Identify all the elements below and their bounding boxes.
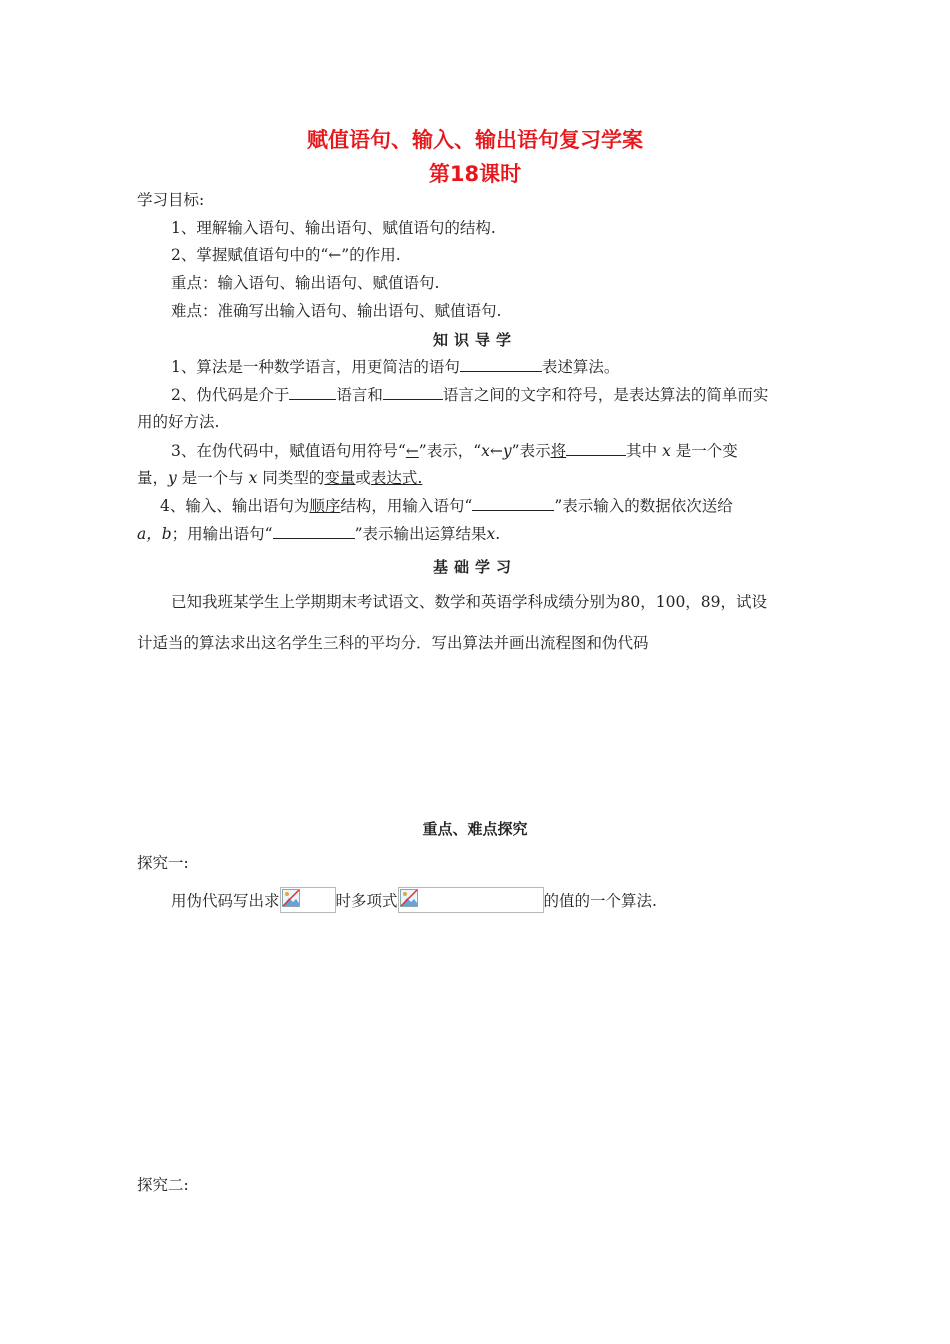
q4-text-c: 结构，用输入语句“: [340, 497, 473, 515]
objectives-label: 学习目标:: [137, 191, 205, 209]
q3-text-e: 其中: [626, 442, 658, 460]
knowledge-heading: 知识导学: [432, 331, 517, 349]
knowledge-q2: [171, 385, 768, 405]
q3-text-h: 是一个与: [181, 469, 244, 487]
explore-1-text: 用伪代码写出求: [171, 892, 280, 910]
fill-blank: [289, 385, 336, 400]
explore-2-label: 探究二:: [137, 1176, 189, 1194]
q3-text-i: 同类型的: [262, 469, 325, 487]
q3-text-b: ”表示，“: [418, 442, 482, 460]
basic-problem-line-1: 已知我班某学生上学期期末考试语文、数学和英语学科成绩分别为80，100，89，试设: [171, 593, 768, 611]
q2-text: 2、伪代码是介于: [171, 386, 290, 404]
var-x: x: [662, 442, 671, 460]
knowledge-q4: [160, 496, 733, 516]
knowledge-q2-continued: 用的好方法.: [137, 413, 220, 431]
knowledge-q1: [171, 357, 619, 377]
q4-text-d: ”表示输入的数据依次送给: [554, 497, 733, 515]
var-x: x: [486, 525, 496, 543]
objective-item-1: 1、理解输入语句、输出语句、赋值语句的结构.: [171, 219, 496, 237]
knowledge-q3: [171, 441, 738, 461]
knowledge-q4-continued: [137, 524, 500, 544]
fill-blank: [383, 385, 443, 400]
explore-1-text-c: 的值的一个算法.: [543, 892, 657, 910]
lesson-number: 第18课时: [428, 162, 522, 186]
explore-1-task: [171, 891, 657, 913]
q3-text-g: 量，: [137, 469, 169, 487]
objective-item-2-text: 2、掌握赋值语句中的“: [171, 246, 329, 264]
objective-item-2: [171, 245, 401, 265]
q4-text-f: ”表示输出运算结果: [354, 525, 487, 543]
basic-heading: 基础学习: [432, 558, 517, 576]
q4-period: .: [495, 525, 501, 543]
q3-text: 3、在伪代码中，赋值语句用符号“: [171, 442, 406, 460]
broken-image-icon: [398, 887, 544, 913]
objective-item-2-tail: ”的作用.: [341, 246, 401, 264]
q3-text-expression: 表达式.: [370, 469, 423, 487]
q1-tail: 表述算法。: [541, 358, 620, 376]
knowledge-q3-continued: [137, 468, 422, 488]
fill-blank: [460, 357, 542, 372]
assign-arrow-symbol: ←: [328, 246, 342, 264]
explore-1-text-b: 时多项式: [335, 892, 398, 910]
vars-a-b: a，b: [137, 525, 172, 543]
difficult-points: 难点：准确写出输入语句、输出语句、赋值语句.: [171, 302, 502, 320]
q4-sequence: 顺序: [309, 497, 341, 515]
fill-blank: [566, 441, 626, 456]
q3-text-d: 将: [550, 442, 567, 460]
explore-heading: 重点、难点探究: [422, 820, 528, 838]
assign-expression: x←y: [481, 442, 512, 460]
fill-blank: [273, 524, 355, 539]
var-x: x: [248, 469, 258, 487]
var-y: y: [168, 469, 177, 487]
assign-arrow-symbol: ←: [405, 442, 419, 460]
q3-text-c: ”表示: [511, 442, 551, 460]
fill-blank: [472, 496, 554, 511]
broken-image-icon: [280, 887, 336, 913]
q4-text-e: ；用输出语句“: [171, 525, 273, 543]
q3-text-variable: 变量: [324, 469, 356, 487]
document-title: 赋值语句、输入、输出语句复习学案: [307, 128, 643, 152]
q3-text-or: 或: [355, 469, 371, 487]
key-points: 重点：输入语句、输出语句、赋值语句.: [171, 274, 440, 292]
explore-1-label: 探究一:: [137, 854, 189, 872]
q2-text-b: 语言和: [336, 386, 383, 404]
q1-text: 1、算法是一种数学语言，用更简洁的语句: [171, 358, 460, 376]
q3-text-f: 是一个变: [675, 442, 738, 460]
q2-text-c: 语言之间的文字和符号，是表达算法的简单而实: [442, 386, 769, 404]
basic-problem-line-2: 计适当的算法求出这名学生三科的平均分．写出算法并画出流程图和伪代码: [137, 634, 649, 652]
q4-text: 4、输入、输出语句为: [160, 497, 310, 515]
